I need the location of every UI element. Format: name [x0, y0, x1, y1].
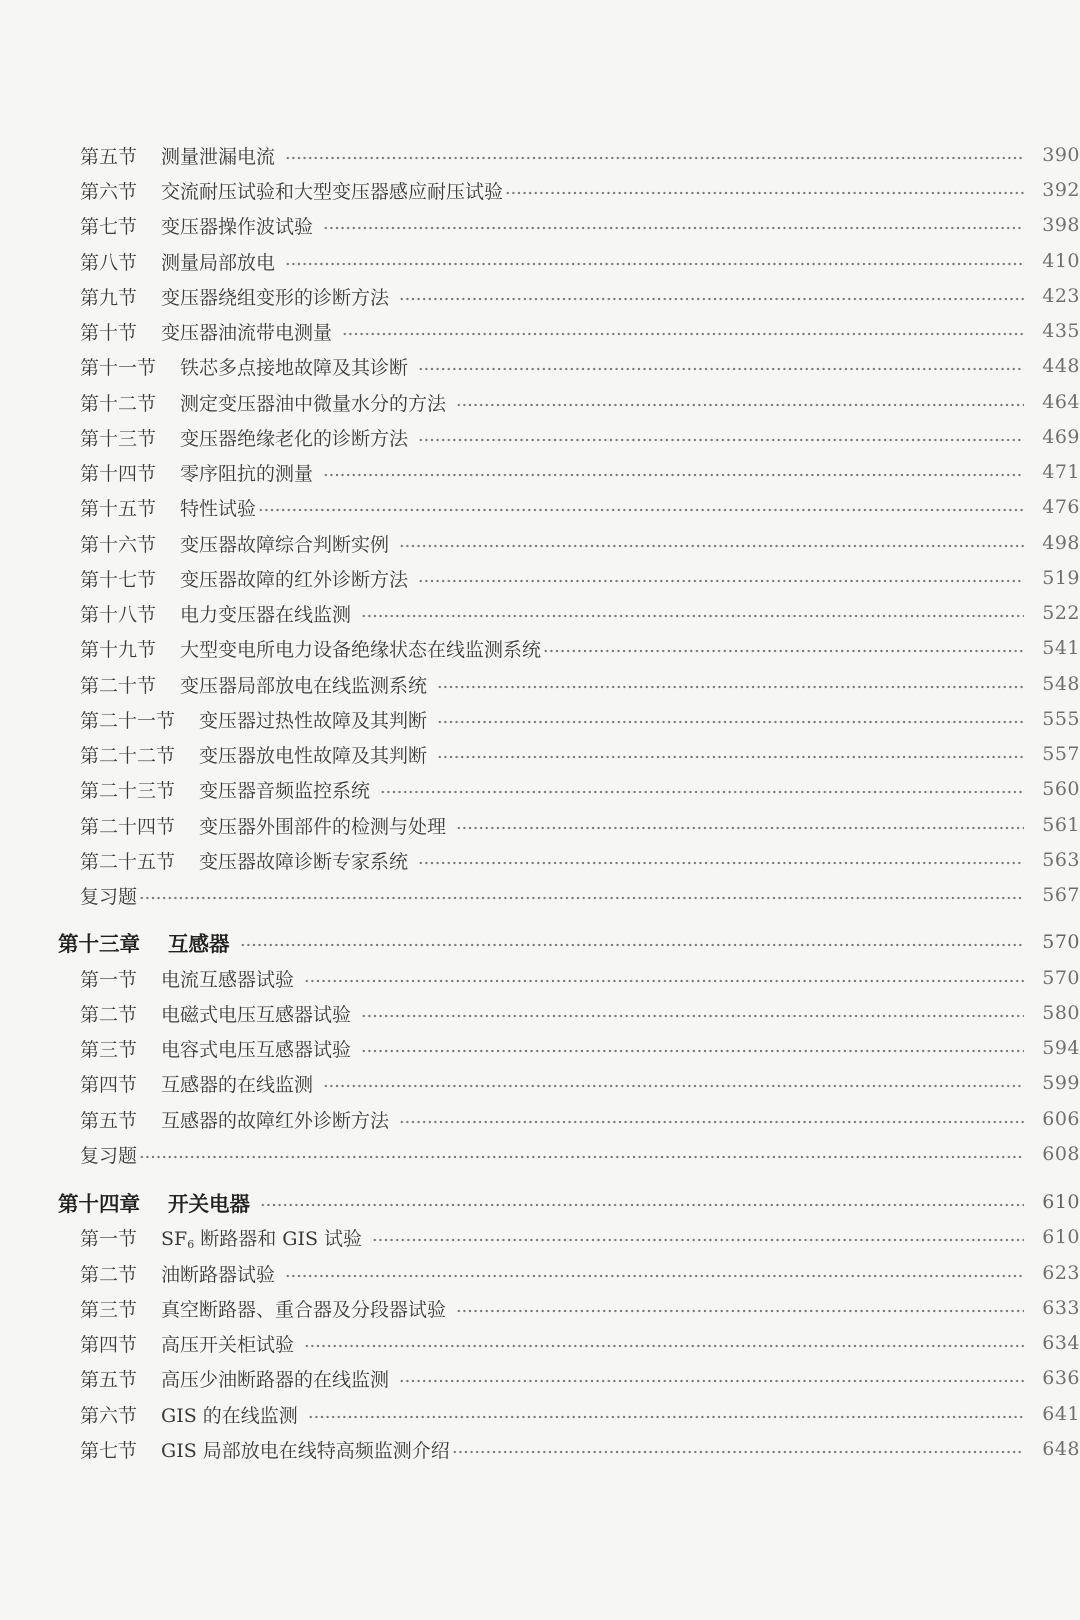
sf-text: SF	[161, 1227, 188, 1250]
dot-leader	[437, 753, 1024, 761]
page-number: 648	[1042, 1438, 1080, 1460]
section-title: 互感器的故障红外诊断方法	[161, 1109, 390, 1132]
section-title	[161, 1224, 362, 1251]
page-number: 522	[1042, 602, 1080, 624]
page-number: 610	[1042, 1191, 1080, 1213]
title-rest: 断路器和 GIS 试验	[194, 1227, 363, 1250]
toc-entry[interactable]	[0, 809, 1080, 841]
toc-entry[interactable]	[0, 456, 1080, 488]
dot-leader	[304, 977, 1024, 985]
section-title: 变压器绕组变形的诊断方法	[161, 286, 390, 309]
toc-entry[interactable]	[0, 1138, 1080, 1170]
toc-entry[interactable]	[0, 1032, 1080, 1064]
page-number: 563	[1042, 849, 1080, 871]
page-number: 398	[1042, 214, 1080, 236]
section-number: 第十四节	[80, 462, 157, 485]
dot-leader	[361, 1047, 1024, 1055]
section-title: 高压少油断路器的在线监测	[161, 1368, 390, 1391]
section-title: 油断路器试验	[161, 1263, 276, 1286]
section-title: 大型变电所电力设备绝缘状态在线监测系统	[180, 638, 542, 661]
dot-leader	[418, 436, 1024, 444]
section-title: 变压器音频监控系统	[199, 779, 371, 802]
section-number: 第二十四节	[80, 815, 176, 838]
section-number: 第五节	[80, 1368, 138, 1391]
section-number: 第十五节	[80, 497, 157, 520]
toc-entry[interactable]	[0, 245, 1080, 277]
dot-leader	[323, 1082, 1024, 1090]
section-title: GIS 局部放电在线特高频监测介绍	[161, 1439, 450, 1462]
section-title: 变压器故障的红外诊断方法	[180, 568, 409, 591]
section-title: 测量泄漏电流	[161, 145, 276, 168]
chapter-number: 第十三章	[58, 932, 140, 956]
section-title: 电容式电压互感器试验	[161, 1038, 352, 1061]
page-number: 580	[1042, 1002, 1080, 1024]
toc-entry[interactable]	[0, 773, 1080, 805]
section-title: 电磁式电压互感器试验	[161, 1003, 352, 1026]
page-number: 570	[1042, 931, 1080, 953]
page-number: 623	[1042, 1262, 1080, 1284]
page-number: 570	[1042, 967, 1080, 989]
page-number: 634	[1042, 1332, 1080, 1354]
page-number: 392	[1042, 179, 1080, 201]
dot-leader	[456, 1307, 1024, 1315]
page-number: 594	[1042, 1037, 1080, 1059]
page-number: 555	[1042, 708, 1080, 730]
toc-entry[interactable]	[0, 280, 1080, 312]
section-number: 第二节	[80, 1263, 138, 1286]
page-number: 610	[1042, 1226, 1080, 1248]
page-number: 519	[1042, 567, 1080, 589]
section-number: 第十七节	[80, 568, 157, 591]
page-number: 476	[1042, 496, 1080, 518]
dot-leader	[380, 788, 1024, 796]
toc-entry[interactable]	[0, 879, 1080, 911]
section-title: 高压开关柜试验	[161, 1333, 295, 1356]
page-number: 469	[1042, 426, 1080, 448]
page-number: 498	[1042, 532, 1080, 554]
toc-entry[interactable]	[0, 632, 1080, 664]
page-number: 636	[1042, 1367, 1080, 1389]
toc-entry[interactable]	[0, 1292, 1080, 1324]
section-number: 第十六节	[80, 533, 157, 556]
toc-entry[interactable]	[0, 1221, 1080, 1253]
dot-leader	[543, 647, 1024, 655]
toc-entry[interactable]	[0, 315, 1080, 347]
toc-entry[interactable]	[0, 962, 1080, 994]
page-number: 557	[1042, 743, 1080, 765]
page-number: 390	[1042, 144, 1080, 166]
section-number: 第十九节	[80, 638, 157, 661]
section-title: 电流互感器试验	[161, 968, 295, 991]
dot-leader	[505, 189, 1024, 197]
chapter-heading[interactable]	[0, 1186, 1080, 1218]
dot-leader	[308, 1413, 1024, 1421]
dot-leader	[456, 401, 1024, 409]
toc-entry[interactable]	[0, 844, 1080, 876]
section-number: 第十节	[80, 321, 138, 344]
toc-entry[interactable]	[0, 668, 1080, 700]
dot-leader	[418, 577, 1024, 585]
page-number: 561	[1042, 814, 1080, 836]
review-questions-title: 复习题	[80, 885, 138, 908]
dot-leader	[139, 1153, 1024, 1161]
section-title: 变压器局部放电在线监测系统	[180, 674, 428, 697]
page-number: 606	[1042, 1108, 1080, 1130]
section-title: 铁芯多点接地故障及其诊断	[180, 356, 409, 379]
dot-leader	[260, 1201, 1024, 1209]
toc-entry[interactable]	[0, 1433, 1080, 1465]
toc-entry[interactable]	[0, 527, 1080, 559]
section-title: 特性试验	[180, 497, 257, 520]
section-number: 第三节	[80, 1038, 138, 1061]
dot-leader	[342, 330, 1024, 338]
section-number: 第二节	[80, 1003, 138, 1026]
dot-leader	[399, 1377, 1024, 1385]
page-number: 471	[1042, 461, 1080, 483]
dot-leader	[285, 1272, 1024, 1280]
chapter-number: 第十四章	[58, 1192, 140, 1216]
section-number: 第五节	[80, 145, 138, 168]
section-number: 第九节	[80, 286, 138, 309]
section-title: 电力变压器在线监测	[180, 603, 352, 626]
dot-leader	[437, 683, 1024, 691]
review-questions-title: 复习题	[80, 1144, 138, 1167]
dot-leader	[258, 506, 1024, 514]
dot-leader	[139, 894, 1024, 902]
toc-entry[interactable]	[0, 1327, 1080, 1359]
dot-leader	[372, 1236, 1024, 1244]
dot-leader	[323, 471, 1024, 479]
toc-entry[interactable]	[0, 1398, 1080, 1430]
section-title: 测量局部放电	[161, 251, 276, 274]
toc-entry[interactable]	[0, 350, 1080, 382]
section-title: 变压器故障综合判断实例	[180, 533, 390, 556]
section-title: 零序阻抗的测量	[180, 462, 314, 485]
toc-entry[interactable]	[0, 209, 1080, 241]
page-number: 560	[1042, 778, 1080, 800]
section-number: 第二十二节	[80, 744, 176, 767]
section-number: 第一节	[80, 968, 138, 991]
section-number: 第四节	[80, 1333, 138, 1356]
page-number: 548	[1042, 673, 1080, 695]
page-number: 410	[1042, 250, 1080, 272]
dot-leader	[285, 154, 1024, 162]
dot-leader	[456, 824, 1024, 832]
section-title: 变压器故障诊断专家系统	[199, 850, 409, 873]
toc-entry[interactable]	[0, 597, 1080, 629]
section-number: 第七节	[80, 215, 138, 238]
section-number: 第四节	[80, 1073, 138, 1096]
section-number: 第五节	[80, 1109, 138, 1132]
section-number: 第七节	[80, 1439, 138, 1462]
toc-entry[interactable]	[0, 421, 1080, 453]
toc-entry[interactable]	[0, 1103, 1080, 1135]
toc-entry[interactable]	[0, 386, 1080, 418]
section-number: 第二十三节	[80, 779, 176, 802]
dot-leader	[437, 718, 1024, 726]
dot-leader	[418, 365, 1024, 373]
dot-leader	[323, 224, 1024, 232]
section-number: 第二十节	[80, 674, 157, 697]
page-number: 435	[1042, 320, 1080, 342]
chapter-heading[interactable]	[0, 926, 1080, 958]
section-number: 第二十一节	[80, 709, 176, 732]
section-number: 第十三节	[80, 427, 157, 450]
section-title: 变压器过热性故障及其判断	[199, 709, 428, 732]
page-number: 464	[1042, 391, 1080, 413]
toc-entry[interactable]	[0, 703, 1080, 735]
section-number: 第六节	[80, 1404, 138, 1427]
subscript-six: 6	[187, 1237, 195, 1251]
dot-leader	[304, 1342, 1024, 1350]
section-title: 变压器操作波试验	[161, 215, 314, 238]
page-number: 567	[1042, 884, 1080, 906]
section-title: 真空断路器、重合器及分段器试验	[161, 1298, 447, 1321]
chapter-title: 开关电器	[168, 1192, 250, 1216]
toc-entry[interactable]	[0, 1067, 1080, 1099]
page-number: 599	[1042, 1072, 1080, 1094]
section-number: 第三节	[80, 1298, 138, 1321]
section-title: 变压器绝缘老化的诊断方法	[180, 427, 409, 450]
section-number: 第六节	[80, 180, 138, 203]
section-title: 交流耐压试验和大型变压器感应耐压试验	[161, 180, 504, 203]
section-number: 第十八节	[80, 603, 157, 626]
section-title: GIS 的在线监测	[161, 1404, 298, 1427]
toc-entry[interactable]	[0, 738, 1080, 770]
chapter-title: 互感器	[168, 932, 230, 956]
dot-leader	[399, 542, 1024, 550]
section-number: 第八节	[80, 251, 138, 274]
toc-entry[interactable]	[0, 997, 1080, 1029]
page-number: 423	[1042, 285, 1080, 307]
toc-entry[interactable]	[0, 139, 1080, 171]
toc-entry[interactable]	[0, 491, 1080, 523]
dot-leader	[240, 941, 1025, 949]
page-number: 541	[1042, 637, 1080, 659]
dot-leader	[418, 859, 1024, 867]
dot-leader	[361, 1012, 1024, 1020]
section-title: 测定变压器油中微量水分的方法	[180, 392, 447, 415]
section-number: 第一节	[80, 1227, 138, 1250]
page-number: 641	[1042, 1403, 1080, 1425]
toc-entry[interactable]	[0, 174, 1080, 206]
page-number: 448	[1042, 355, 1080, 377]
dot-leader	[399, 295, 1024, 303]
section-title: 互感器的在线监测	[161, 1073, 314, 1096]
section-number: 第十二节	[80, 392, 157, 415]
section-number: 第二十五节	[80, 850, 176, 873]
page-number: 608	[1042, 1143, 1080, 1165]
toc-entry[interactable]	[0, 1362, 1080, 1394]
toc-entry[interactable]	[0, 1257, 1080, 1289]
dot-leader	[399, 1118, 1024, 1126]
page-number: 633	[1042, 1297, 1080, 1319]
dot-leader	[452, 1448, 1024, 1456]
section-title: 变压器外围部件的检测与处理	[199, 815, 447, 838]
dot-leader	[361, 612, 1024, 620]
toc-entry[interactable]	[0, 562, 1080, 594]
dot-leader	[285, 260, 1024, 268]
section-title: 变压器油流带电测量	[161, 321, 333, 344]
section-title: 变压器放电性故障及其判断	[199, 744, 428, 767]
section-number: 第十一节	[80, 356, 157, 379]
